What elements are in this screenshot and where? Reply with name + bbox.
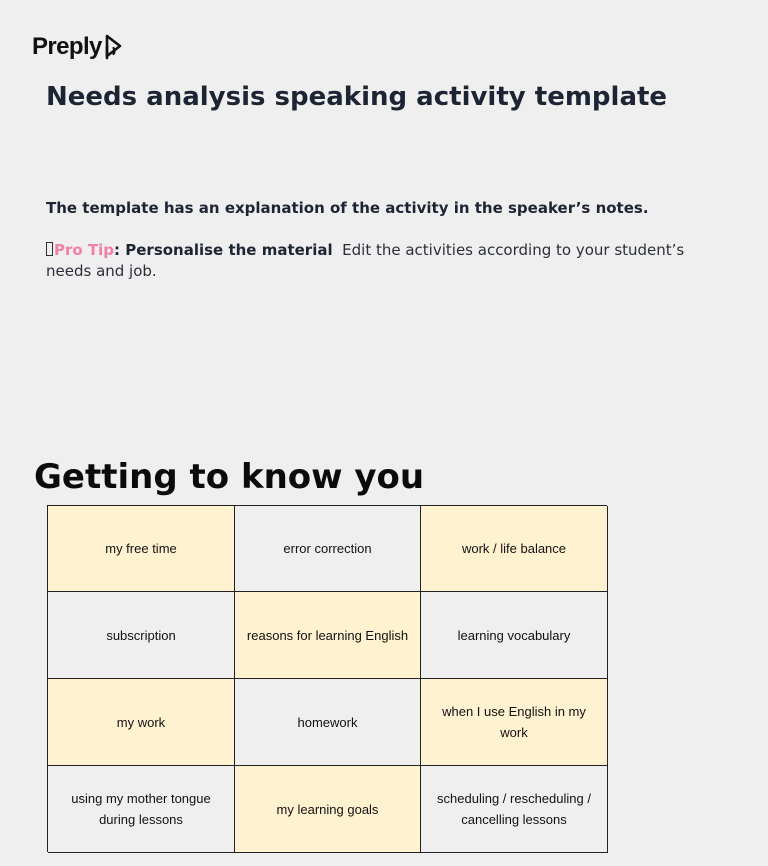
logo-wordmark: Preply: [32, 33, 102, 60]
topic-cell: subscription: [48, 592, 235, 679]
topic-cell: my work: [48, 679, 235, 766]
topic-cell: error correction: [235, 506, 421, 592]
topic-grid: [47, 505, 607, 852]
speaker-notes-instruction: The template has an explanation of the activity in the speaker’s notes.: [46, 199, 649, 217]
topic-cell: my free time: [48, 506, 235, 592]
section-title: Getting to know you: [34, 457, 425, 497]
pro-tip-label: Pro Tip: [54, 241, 115, 259]
pro-tip-heading: : Personalise the material: [114, 241, 333, 259]
topic-cell: using my mother tongue during lessons: [48, 766, 235, 853]
preply-mark-icon: [103, 33, 125, 61]
pro-tip-body: Edit the activities according to your student’s needs and job.: [46, 241, 685, 280]
topic-cell: when I use English in my work: [421, 679, 608, 766]
topic-cell: learning vocabulary: [421, 592, 608, 679]
topic-cell: reasons for learning English: [235, 592, 421, 679]
preply-logo: [32, 30, 125, 64]
topic-cell: my learning goals: [235, 766, 421, 853]
topic-cell: scheduling / rescheduling / cancelling lessons: [421, 766, 608, 853]
topic-cell: homework: [235, 679, 421, 766]
page-title: Needs analysis speaking activity template: [46, 82, 668, 112]
pro-tip: [46, 240, 706, 282]
topic-cell: work / life balance: [421, 506, 608, 592]
missing-glyph-icon: [46, 242, 53, 256]
